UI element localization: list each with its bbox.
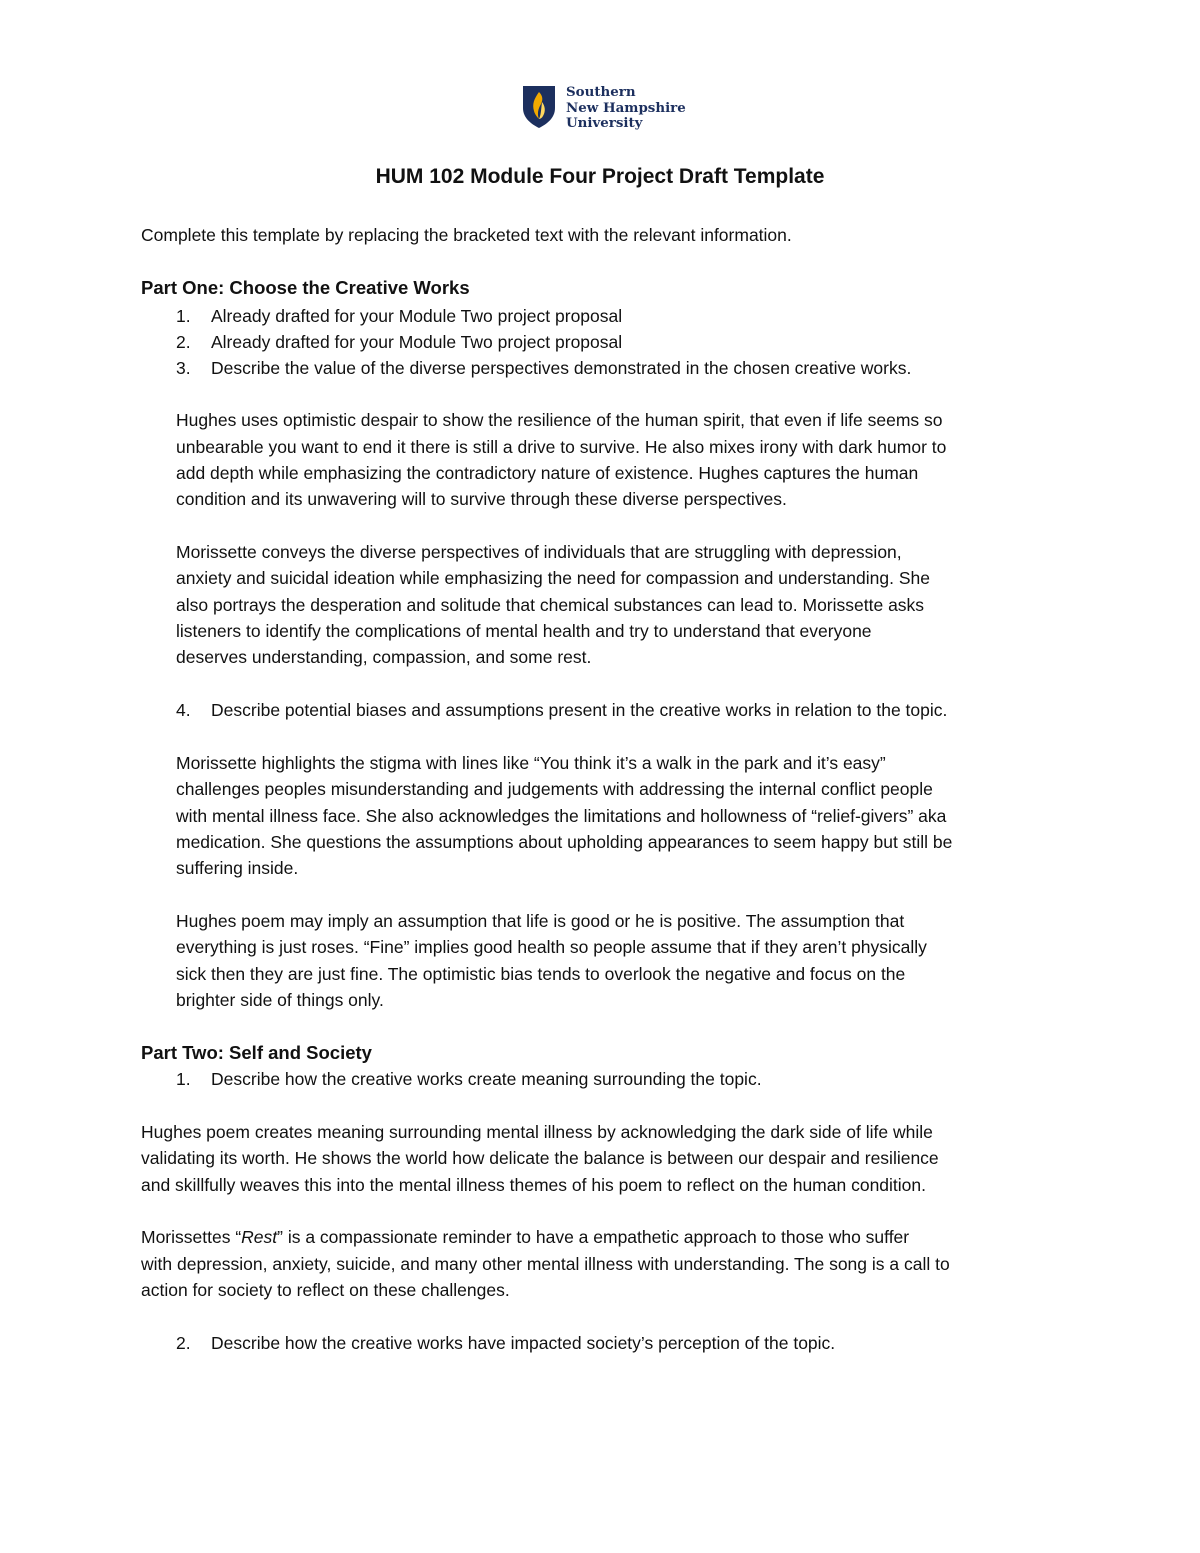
text-run: ” is a compassionate reminder to have a empathetic approach to those who suffer xyxy=(277,1227,910,1247)
paragraph-line: everything is just roses. “Fine” implies good health so people assume that if they aren’t physically xyxy=(176,937,927,957)
logo-line-2: New Hampshire xyxy=(566,99,686,116)
paragraph-line: deserves understanding, compassion, and some rest. xyxy=(176,647,592,667)
paragraph-line: unbearable you want to end it there is still a drive to survive. He also mixes irony with dark humor to xyxy=(176,437,947,457)
paragraph-line: action for society to reflect on these challenges. xyxy=(141,1280,510,1300)
paragraph-line: with depression, anxiety, suicide, and many other mental illness with understanding. The song is a call to xyxy=(141,1254,950,1274)
list-number: 2. xyxy=(176,332,191,352)
list-number: 1. xyxy=(176,1069,191,1089)
paragraph-line: condition and its unwavering will to survive through these diverse perspectives. xyxy=(176,489,787,509)
paragraph-line: medication. She questions the assumptions about upholding appearances to seem happy but still be xyxy=(176,832,953,852)
paragraph-line: with mental illness face. She also acknowledges the limitations and hollowness of “relief-givers” aka xyxy=(176,806,947,826)
list-item: Describe the value of the diverse perspectives demonstrated in the chosen creative works. xyxy=(211,358,912,378)
logo-line-3: University xyxy=(566,115,643,132)
logo-line-1: Southern xyxy=(566,84,636,100)
part-one-heading: Part One: Choose the Creative Works xyxy=(141,277,470,298)
list-number: 2. xyxy=(176,1333,191,1353)
paragraph-line: sick then they are just fine. The optimistic bias tends to overlook the negative and focus on the xyxy=(176,964,906,984)
song-title: Rest xyxy=(241,1227,278,1247)
intro-text: Complete this template by replacing the bracketed text with the relevant information. xyxy=(141,225,792,245)
list-item: Describe how the creative works have impacted society’s perception of the topic. xyxy=(211,1333,836,1353)
paragraph-line: add depth while emphasizing the contradictory nature of existence. Hughes captures the human xyxy=(176,463,919,483)
paragraph-line: Morissette highlights the stigma with lines like “You think it’s a walk in the park and it’s easy” xyxy=(176,753,886,773)
shield-flame-icon xyxy=(521,84,557,130)
university-name xyxy=(566,85,686,132)
paragraph-line: anxiety and suicidal ideation while emphasizing the need for compassion and understanding. She xyxy=(176,568,930,588)
paragraph-line: and skillfully weaves this into the mental illness themes of his poem to reflect on the human condition. xyxy=(141,1175,926,1195)
paragraph-line: also portrays the desperation and solitude that chemical substances can lead to. Morissette asks xyxy=(176,595,925,615)
list-number: 4. xyxy=(176,700,191,720)
list-item: Describe how the creative works create meaning surrounding the topic. xyxy=(211,1069,762,1089)
paragraph-line: challenges peoples misunderstanding and judgements with addressing the internal conflict people xyxy=(176,779,933,799)
paragraph-line: Morissette conveys the diverse perspectives of individuals that are struggling with depression, xyxy=(176,542,902,562)
paragraph-line: brighter side of things only. xyxy=(176,990,384,1010)
paragraph-line: Hughes poem creates meaning surrounding mental illness by acknowledging the dark side of life while xyxy=(141,1122,933,1142)
paragraph-line: validating its worth. He shows the world how delicate the balance is between our despair and resilience xyxy=(141,1148,939,1168)
paragraph-line xyxy=(141,1226,909,1248)
text-run: Morissettes “ xyxy=(141,1227,242,1247)
list-number: 3. xyxy=(176,358,191,378)
paragraph-line: Hughes uses optimistic despair to show the resilience of the human spirit, that even if life seems so xyxy=(176,410,943,430)
list-item: Already drafted for your Module Two project proposal xyxy=(211,306,623,326)
list-number: 1. xyxy=(176,306,191,326)
paragraph-line: suffering inside. xyxy=(176,858,299,878)
part-two-heading: Part Two: Self and Society xyxy=(141,1042,372,1063)
list-item: Already drafted for your Module Two project proposal xyxy=(211,332,623,352)
paragraph-line: listeners to identify the complications of mental health and try to understand that everyone xyxy=(176,621,872,641)
university-logo xyxy=(521,84,691,132)
list-item: Describe potential biases and assumptions present in the creative works in relation to the topic. xyxy=(211,700,948,720)
paragraph-line: Hughes poem may imply an assumption that life is good or he is positive. The assumption that xyxy=(176,911,905,931)
document-title: HUM 102 Module Four Project Draft Template xyxy=(375,165,825,188)
